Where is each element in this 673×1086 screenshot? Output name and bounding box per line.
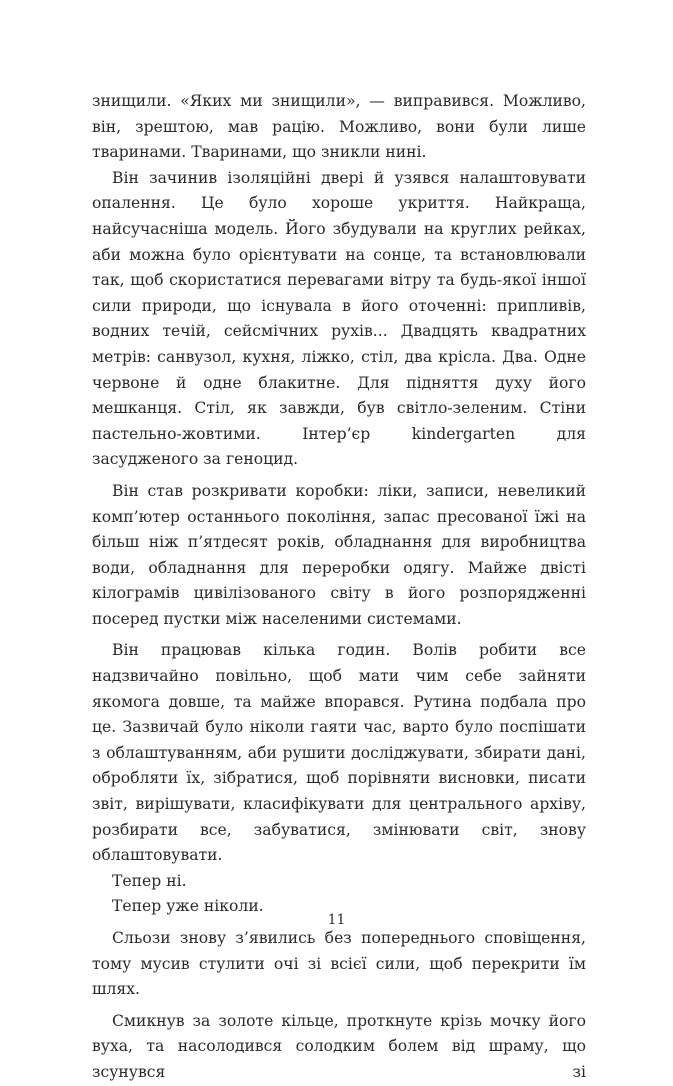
paragraph-5: Тепер ні. <box>112 871 187 890</box>
paragraph-8: Смикнув за золоте кільце, проткнуте крізь мочку його вуха, та насолодився солодким болем від шраму, що зсунувся зі <box>92 1011 586 1081</box>
paragraph-6: Тепер уже ніколи. <box>112 897 264 916</box>
paragraph-7: Сльози знову з’явились без попереднього сповіщення, тому мусив стулити очі зі всієї сили, щоб перекрити їм шлях. <box>92 929 586 999</box>
paragraph-2: Він зачинив ізоляційні двері й узявся налаштовувати опалення. Це було хороше укриття. Найкраща, найсучасніша модель. Його збудували на круглих рейках, аби можна було орієнтувати на сонце, та встановлювали так, щоб скористатися перевагами вітру та будь-якої іншої сили природи, що існувала в його оточенні: припливів, водних течій, сейсмічних рухів... Двадцять квадратних метрів: санвузол, кухня, ліжко, стіл, два крісла. Два. Одне червоне й одне блакитне. Для підняття духу його мешканця. Стіл, як завжди, був світло-зеленим. Стіни пастельно-жовтими. Інтер’єр kindergarten для засудженого за геноцид. <box>92 168 586 469</box>
paragraph-1: знищили. «Яких ми знищили», — виправився. Можливо, він, зрештою, мав рацію. Можливо, вони були лише тваринами. Тваринами, що зникли нині. <box>92 92 586 162</box>
page-body <box>92 89 586 1086</box>
paragraph-3: Він став розкривати коробки: ліки, записи, невеликий комп’ютер останнього покоління, запас пресованої їжі на більш ніж п’ятдесят років, обладнання для виробництва води, обладнання для переробки одягу. Майже двісті кілограмів цивілізованого світу в його розпорядженні посеред пустки між населеними системами. <box>92 481 586 628</box>
paragraph-4: Він працював кілька годин. Волів робити все надзвичайно повільно, щоб мати чим себе зайняти якомога довше, та майже впорався. Рутина подбала про це. Зазвичай було ніколи гаяти час, варто було поспішати з облаштуванням, аби рушити досліджувати, збирати дані, обробляти їх, зібратися, щоб порівняти висновки, писати звіт, вирішувати, класифікувати для центрального архіву, розбирати все, забуватися, змінювати світ, знову облаштовувати. <box>92 641 586 865</box>
page-number: 11 <box>327 912 346 928</box>
